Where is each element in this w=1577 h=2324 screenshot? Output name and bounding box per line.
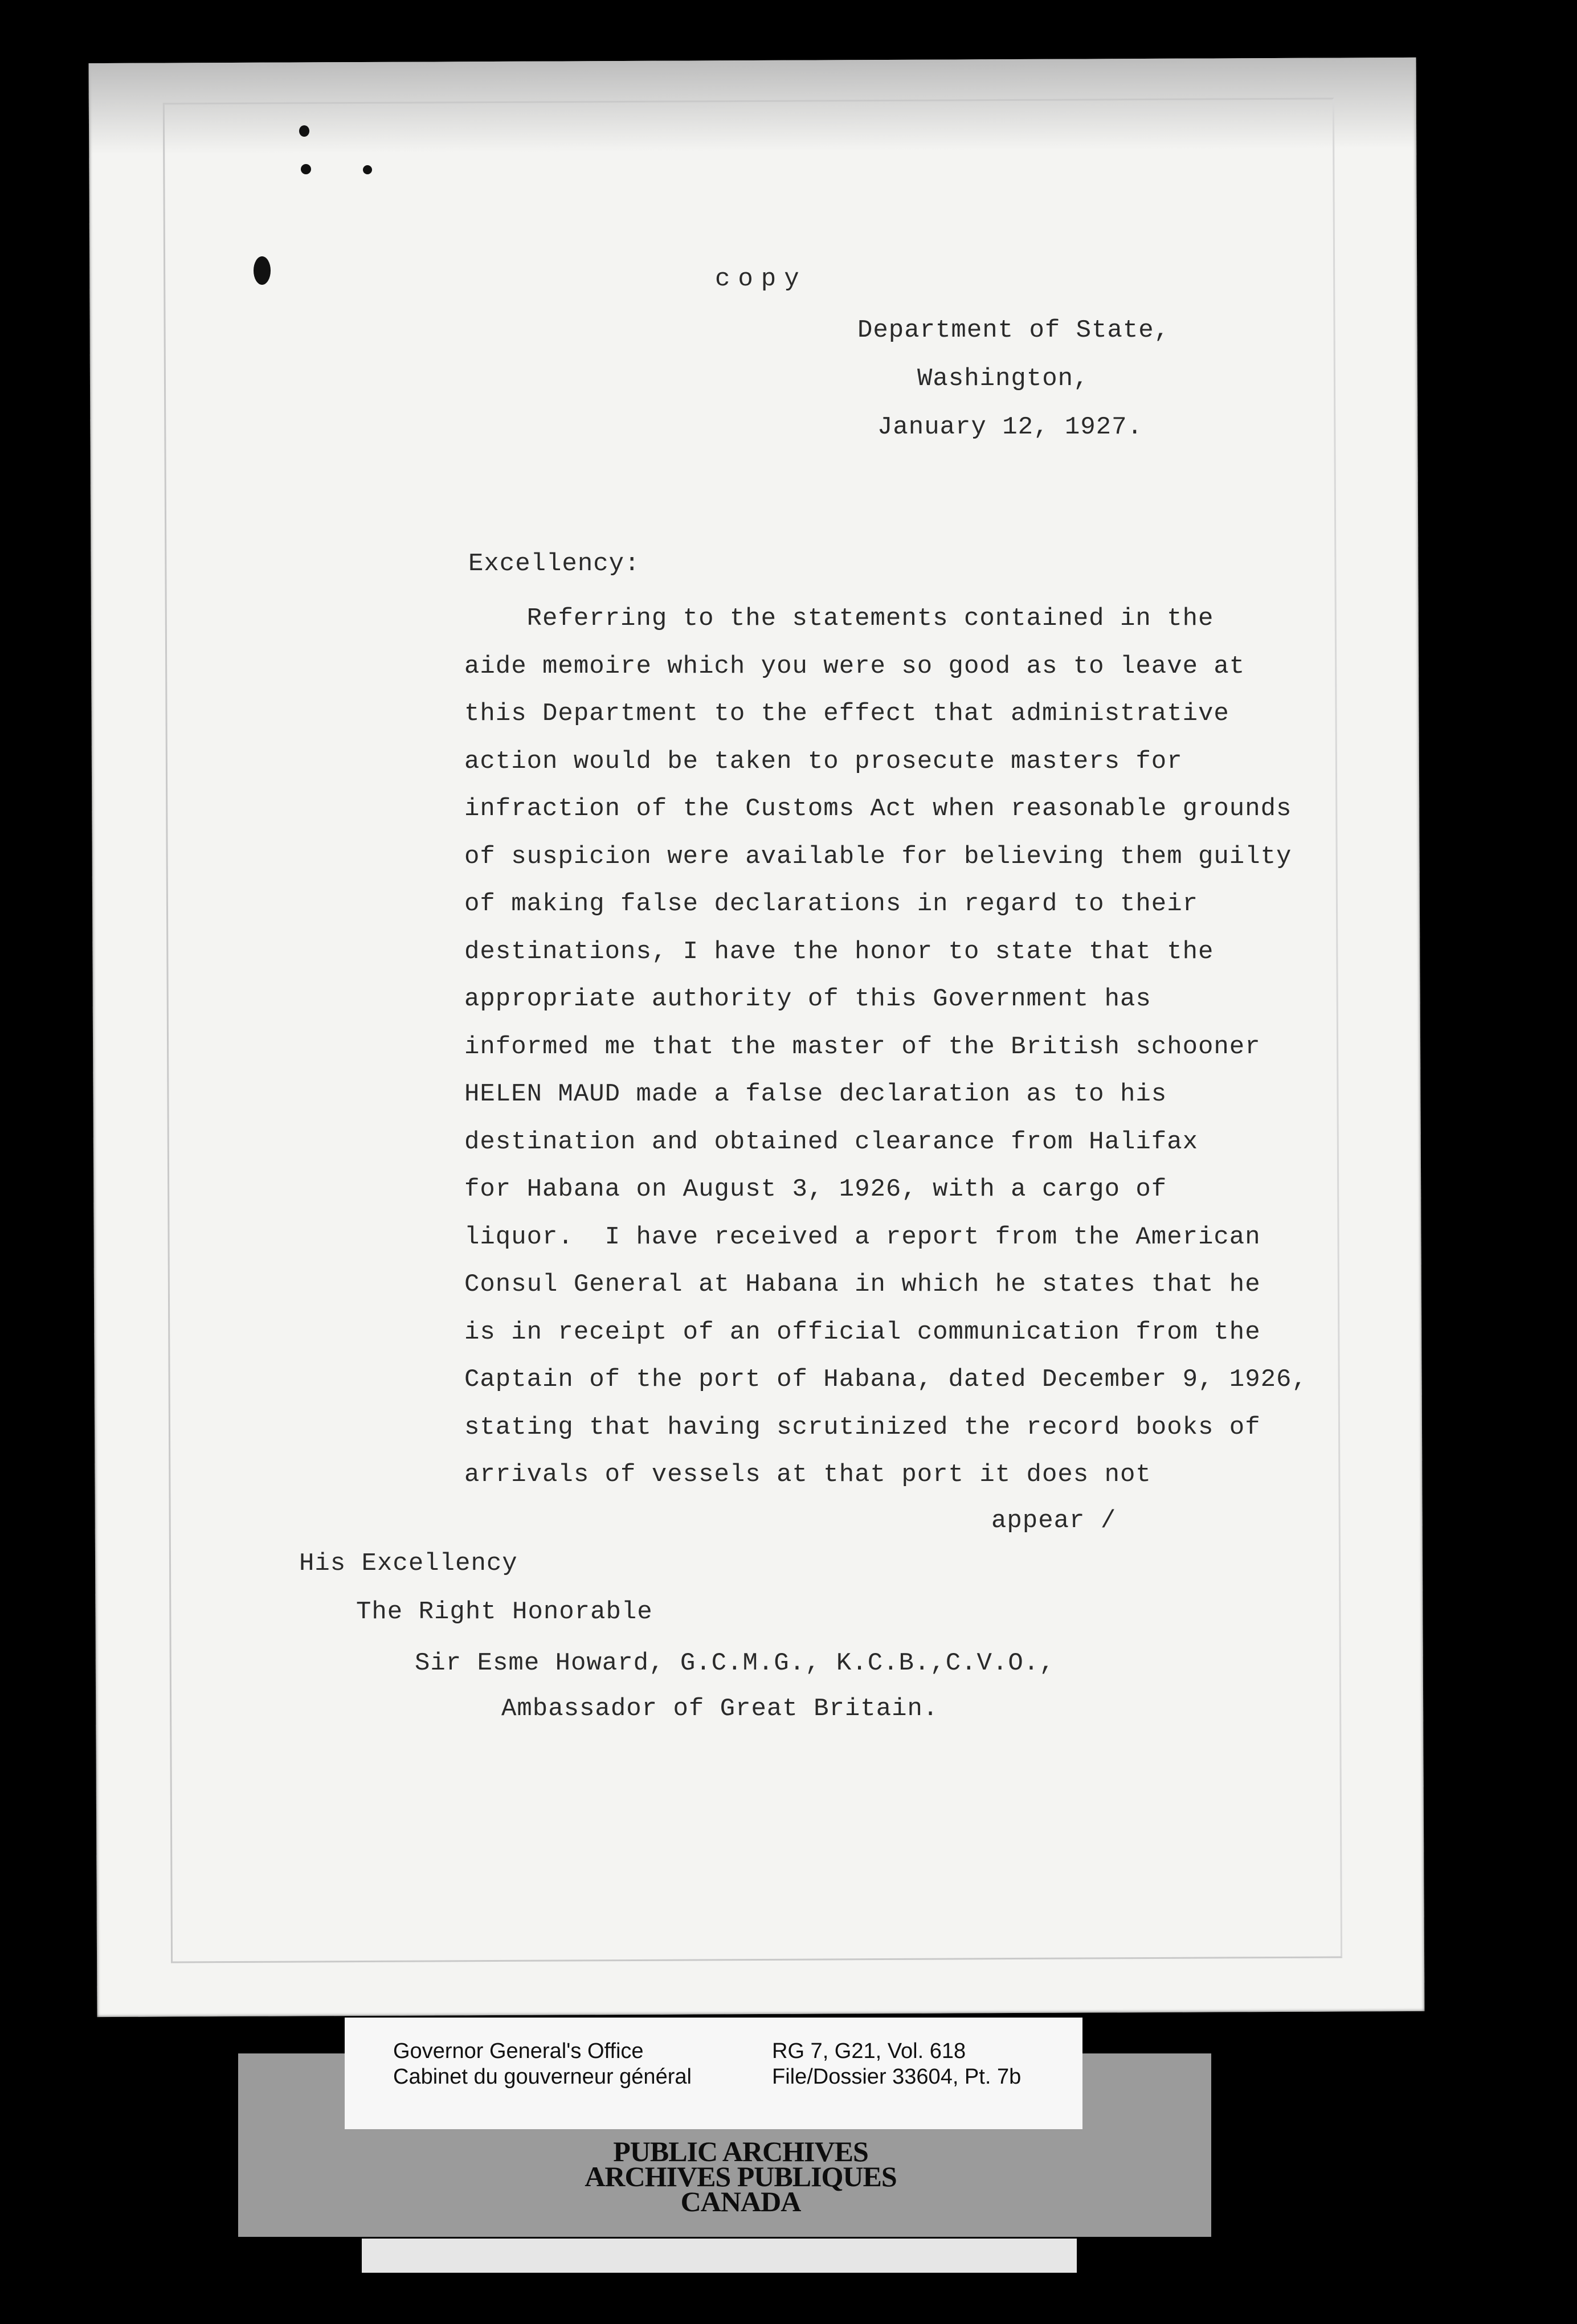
body-line: destination and obtained clearance from Halifax — [464, 1127, 1199, 1156]
punch-hole — [301, 164, 311, 174]
body-line: arrivals of vessels at that port it does not — [464, 1460, 1151, 1489]
body-line: this Department to the effect that administrative — [464, 699, 1229, 728]
body-line: infraction of the Customs Act when reasonable grounds — [464, 795, 1292, 823]
continuation-mark: appear / — [991, 1507, 1117, 1535]
body-line: stating that having scrutinized the record books of — [464, 1413, 1261, 1442]
stamp-line: CANADA — [680, 2186, 801, 2217]
body-line: of making false declarations in regard to their — [464, 890, 1199, 918]
punch-hole — [299, 125, 309, 137]
stamp-line: PUBLIC ARCHIVES — [613, 2135, 868, 2167]
archive-office-fr: Cabinet du gouverneur général — [393, 2065, 692, 2089]
body-line: informed me that the master of the British schooner — [464, 1032, 1261, 1061]
body-line: aide memoire which you were so good as to leave at — [464, 652, 1245, 681]
addressee-line: Sir Esme Howard, G.C.M.G., K.C.B.,C.V.O., — [415, 1649, 1055, 1677]
punch-hole — [363, 165, 372, 174]
addressee-line: The Right Honorable — [356, 1598, 653, 1626]
sender-department: Department of State, — [857, 316, 1170, 345]
body-line: is in receipt of an official communication from the — [464, 1318, 1261, 1347]
archive-office-en: Governor General's Office — [393, 2039, 644, 2063]
letter-body — [464, 595, 1308, 1499]
body-line: liquor. I have received a report from the American — [464, 1222, 1261, 1251]
addressee-line: Ambassador of Great Britain. — [501, 1695, 939, 1723]
copy-mark: copy — [715, 265, 807, 293]
archive-label-strip — [362, 2239, 1077, 2273]
body-line: Consul General at Habana in which he states that he — [464, 1270, 1261, 1299]
body-line: Captain of the port of Habana, dated December 9, 1926, — [464, 1365, 1308, 1394]
body-line: action would be taken to prosecute masters for — [464, 747, 1183, 776]
body-line: for Habana on August 3, 1926, with a cargo of — [464, 1175, 1167, 1204]
body-line: appropriate authority of this Government has — [464, 985, 1151, 1013]
body-line: Referring to the statements contained in the — [464, 604, 1214, 633]
letter-date: January 12, 1927. — [877, 413, 1143, 441]
body-line: destinations, I have the honor to state that the — [464, 937, 1214, 966]
archive-reference: RG 7, G21, Vol. 618 — [772, 2039, 966, 2063]
stamp-line: ARCHIVES PUBLIQUES — [585, 2161, 897, 2192]
body-line: of suspicion were available for believing them guilty — [464, 842, 1292, 871]
salutation: Excellency: — [468, 550, 640, 578]
body-line: HELEN MAUD made a false declaration as to his — [464, 1080, 1167, 1108]
archive-stamp — [513, 2135, 969, 2217]
sender-city: Washington, — [917, 365, 1089, 393]
addressee-line: His Excellency — [299, 1549, 518, 1578]
punch-hole — [254, 256, 271, 285]
archive-file: File/Dossier 33604, Pt. 7b — [772, 2065, 1022, 2089]
